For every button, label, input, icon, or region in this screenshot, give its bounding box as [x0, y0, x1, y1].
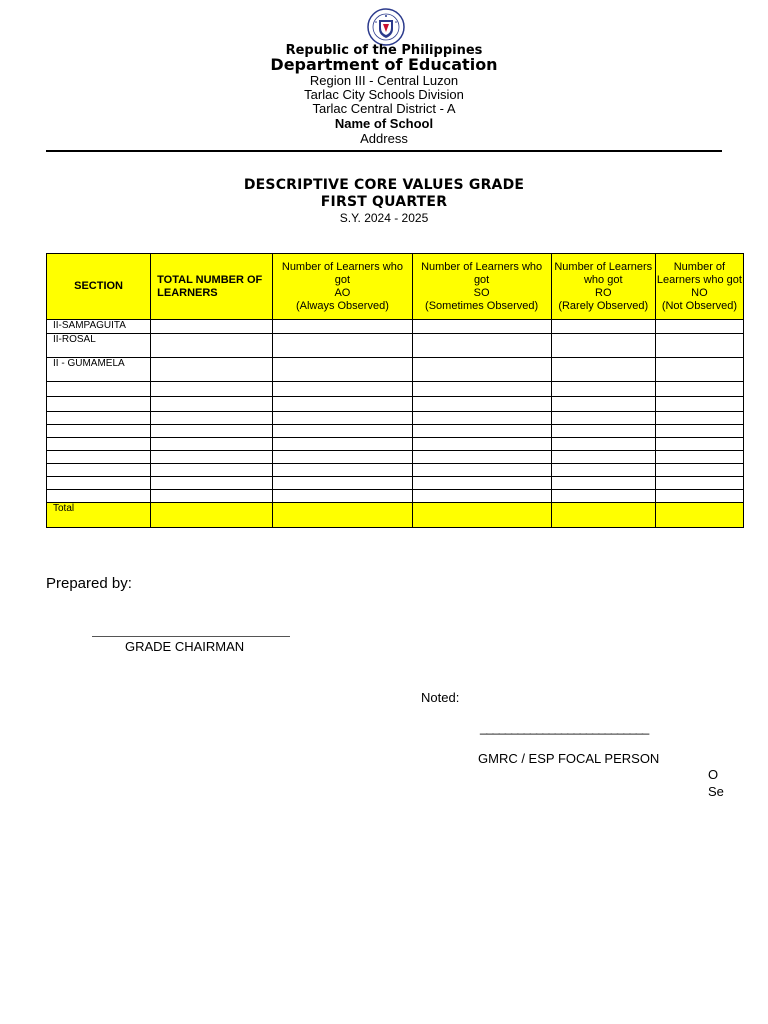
- table-row: [47, 334, 744, 358]
- table-cell: [412, 320, 551, 334]
- table-cell: [151, 425, 273, 438]
- section-cell: [47, 451, 151, 464]
- ro-header-code: RO: [595, 286, 612, 299]
- ao-header-desc: (Always Observed): [295, 299, 389, 312]
- section-cell: [47, 464, 151, 477]
- deped-seal-logo: [367, 8, 405, 46]
- so-header-code: SO: [473, 286, 490, 299]
- table-cell: [151, 397, 273, 412]
- table-cell: [151, 490, 273, 503]
- table-cell: [655, 503, 743, 528]
- table-cell: [551, 397, 655, 412]
- table-cell: [151, 358, 273, 382]
- table-cell: [273, 425, 412, 438]
- table-cell: [273, 438, 412, 451]
- table-row: [47, 438, 744, 451]
- section-cell: [47, 382, 151, 397]
- table-cell: [551, 477, 655, 490]
- ao-header-line1: Number of Learners who got: [281, 260, 403, 286]
- so-header-desc: (Sometimes Observed): [425, 299, 539, 312]
- section-cell: [47, 412, 151, 425]
- table-cell: [655, 438, 743, 451]
- table-cell: [412, 334, 551, 358]
- table-cell: [412, 477, 551, 490]
- section-header: SECTION: [47, 254, 151, 320]
- table-row: [47, 320, 744, 334]
- republic-heading: Republic of the Philippines: [285, 43, 483, 58]
- table-row: [47, 412, 744, 425]
- table-cell: [551, 490, 655, 503]
- division-text: Tarlac City Schools Division: [304, 87, 464, 102]
- section-cell: [47, 425, 151, 438]
- table-cell: [655, 320, 743, 334]
- district-text: Tarlac Central District - A: [312, 101, 456, 116]
- header-divider: [46, 150, 722, 152]
- table-cell: [273, 334, 412, 358]
- table-cell: [151, 438, 273, 451]
- table-cell: [655, 397, 743, 412]
- table-cell: [655, 382, 743, 397]
- table-cell: [273, 451, 412, 464]
- table-row: [47, 358, 744, 382]
- table-cell: [273, 490, 412, 503]
- total-row: [47, 503, 744, 528]
- table-cell: [655, 412, 743, 425]
- table-cell: [655, 358, 743, 382]
- table-cell: [412, 464, 551, 477]
- no-header-code: NO: [691, 286, 708, 299]
- prepared-by-label: Prepared by:: [46, 575, 132, 592]
- table-cell: [151, 412, 273, 425]
- table-cell: [273, 464, 412, 477]
- table-cell: [412, 490, 551, 503]
- table-cell: [655, 490, 743, 503]
- focal-signature-line: ___________________________: [480, 720, 649, 735]
- section-cell: [47, 397, 151, 412]
- table-cell: [151, 320, 273, 334]
- table-cell: [273, 503, 412, 528]
- school-year: S.Y. 2024 - 2025: [339, 211, 429, 225]
- school-name: Name of School: [334, 116, 434, 131]
- ro-header: [551, 254, 655, 320]
- department-heading: Department of Education: [270, 55, 498, 74]
- table-cell: [655, 334, 743, 358]
- ao-header: [273, 254, 412, 320]
- section-cell: II-SAMPAGUITA: [47, 320, 151, 334]
- section-cell: II-ROSAL: [47, 334, 151, 358]
- table-cell: [551, 358, 655, 382]
- table-cell: [273, 358, 412, 382]
- table-cell: [412, 382, 551, 397]
- document-title: DESCRIPTIVE CORE VALUES GRADE: [243, 177, 525, 193]
- cutoff-text-2: Se: [708, 784, 724, 799]
- table-cell: [151, 464, 273, 477]
- table-cell: [273, 320, 412, 334]
- focal-person-label: GMRC / ESP FOCAL PERSON: [478, 751, 660, 766]
- table-row: [47, 397, 744, 412]
- table-cell: [151, 451, 273, 464]
- table-row: [47, 464, 744, 477]
- table-cell: [151, 382, 273, 397]
- table-row: [47, 425, 744, 438]
- section-cell: [47, 490, 151, 503]
- table-cell: [551, 438, 655, 451]
- table-cell: [551, 464, 655, 477]
- table-cell: [551, 320, 655, 334]
- table-row: [47, 451, 744, 464]
- table-cell: [273, 397, 412, 412]
- school-address: Address: [360, 131, 408, 146]
- table-cell: [655, 477, 743, 490]
- grade-chairman-label: GRADE CHAIRMAN: [125, 639, 245, 654]
- core-values-table: [46, 253, 744, 528]
- section-cell: [47, 477, 151, 490]
- total-learners-header: TOTAL NUMBER OF LEARNERS: [151, 254, 273, 320]
- so-header: [412, 254, 551, 320]
- table-cell: [412, 451, 551, 464]
- table-cell: [273, 382, 412, 397]
- region-text: Region III - Central Luzon: [309, 73, 459, 88]
- table-cell: [151, 334, 273, 358]
- table-row: [47, 490, 744, 503]
- table-cell: [151, 477, 273, 490]
- cutoff-text-1: O: [708, 767, 719, 782]
- no-header: [655, 254, 743, 320]
- table-cell: [551, 503, 655, 528]
- table-cell: [151, 503, 273, 528]
- table-cell: [412, 438, 551, 451]
- table-cell: [655, 451, 743, 464]
- table-cell: [412, 412, 551, 425]
- table-cell: [412, 425, 551, 438]
- so-header-line1: Number of Learners who got: [421, 260, 543, 286]
- table-cell: [655, 425, 743, 438]
- total-label: Total: [47, 503, 151, 528]
- quarter-title: FIRST QUARTER: [320, 194, 448, 210]
- table-cell: [412, 397, 551, 412]
- table-row: [47, 477, 744, 490]
- table-cell: [551, 334, 655, 358]
- table-cell: [551, 412, 655, 425]
- table-cell: [412, 358, 551, 382]
- table-cell: [273, 477, 412, 490]
- table-cell: [551, 425, 655, 438]
- noted-label: Noted:: [421, 690, 460, 705]
- table-cell: [551, 451, 655, 464]
- table-cell: [273, 412, 412, 425]
- table-cell: [655, 464, 743, 477]
- table-cell: [412, 503, 551, 528]
- no-header-desc: (Not Observed): [661, 299, 738, 312]
- table-header-row: [47, 254, 744, 320]
- ao-header-code: AO: [334, 286, 351, 299]
- no-header-line1: Number of Learners who got: [656, 260, 742, 286]
- chairman-signature-line: [92, 636, 290, 637]
- section-cell: II - GUMAMELA: [47, 358, 151, 382]
- table-cell: [551, 382, 655, 397]
- section-cell: [47, 438, 151, 451]
- ro-header-line1: Number of Learners who got: [554, 260, 653, 286]
- table-row: [47, 382, 744, 397]
- ro-header-desc: (Rarely Observed): [558, 299, 649, 312]
